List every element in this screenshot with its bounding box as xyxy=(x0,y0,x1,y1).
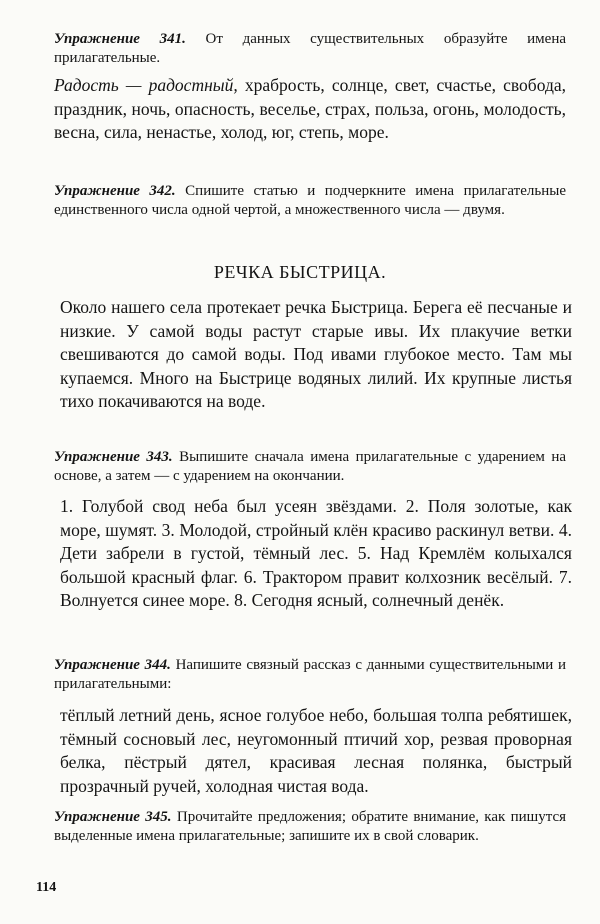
exercise-344-instruction: Напишите связный рассказ с данными существительными и прилагательными: xyxy=(54,657,566,692)
exercise-343-text: 1. Голубой свод неба был усеян звёздами. 2. Поля золотые, как море, шумят. 3. Молодой, стройный клён красиво раскинул ветви. 4. Дети забрели в густой, тёмный лес. 5. Над Кремлём колыхался большой красный флаг. 6. Трактором правит колхозник весёлый. 7. Волнуется синее море. 8. Сегодня ясный, солнечный денёк. xyxy=(60,496,572,610)
exercise-341-label: Упражнение 341. xyxy=(54,31,186,47)
exercise-343-label: Упражнение 343. xyxy=(54,449,173,465)
exercise-341-word-list: храбрость, солнце, свет, счастье, свобода, праздник, ночь, опасность, веселье, страх, польза, огонь, молодость, весна, сила, ненастье, холод, юг, степь, море. xyxy=(54,75,566,142)
page-number: 114 xyxy=(36,880,57,895)
story-text: Около нашего села протекает речка Быстрица. Берега её песчаные и низкие. У самой воды растут старые ивы. Их плакучие ветки свешиваются до самой воды. Под ивами глубокое место. Там мы купаемся. Много на Быстрице водяных лилий. Их крупные листья тихо покачиваются на воде. xyxy=(60,297,572,411)
exercise-345-label: Упражнение 345. xyxy=(54,809,172,825)
exercise-343-instruction: Выпишите сначала имена прилагательные с ударением на основе, а затем — с ударением на окончании. xyxy=(54,449,567,484)
exercise-344-task xyxy=(54,656,566,694)
exercise-345-task xyxy=(54,808,566,846)
exercise-342-instruction: Спишите статью и подчеркните имена прилагательные единственного числа одной чертой, а множественного числа — двумя. xyxy=(54,183,566,218)
exercise-344-label: Упражнение 344. xyxy=(54,657,171,673)
exercise-341-instruction: От данных существительных образуйте имена прилагательные. xyxy=(54,31,567,66)
exercise-341-words xyxy=(54,74,566,145)
story-title: РЕЧКА БЫСТРИЦА. xyxy=(213,262,387,282)
exercise-345-instruction: Прочитайте предложения; обратите внимание, как пишутся выделенные имена прилагательные; запишите их в свой словарик. xyxy=(54,809,567,844)
exercise-341-example: Радость — радостный, xyxy=(54,75,238,95)
exercise-342-label: Упражнение 342. xyxy=(54,183,176,199)
exercise-344-text: тёплый летний день, ясное голубое небо, большая толпа ребятишек, тёмный сосновый лес, неугомонный птичий хор, резвая проворная белка, пёстрый дятел, красивая лесная полянка, быстрый прозрачный ручей, холодная чистая вода. xyxy=(60,705,572,796)
exercise-342-task xyxy=(54,182,566,220)
exercise-341-task xyxy=(54,30,566,68)
exercise-343-task xyxy=(54,448,566,486)
